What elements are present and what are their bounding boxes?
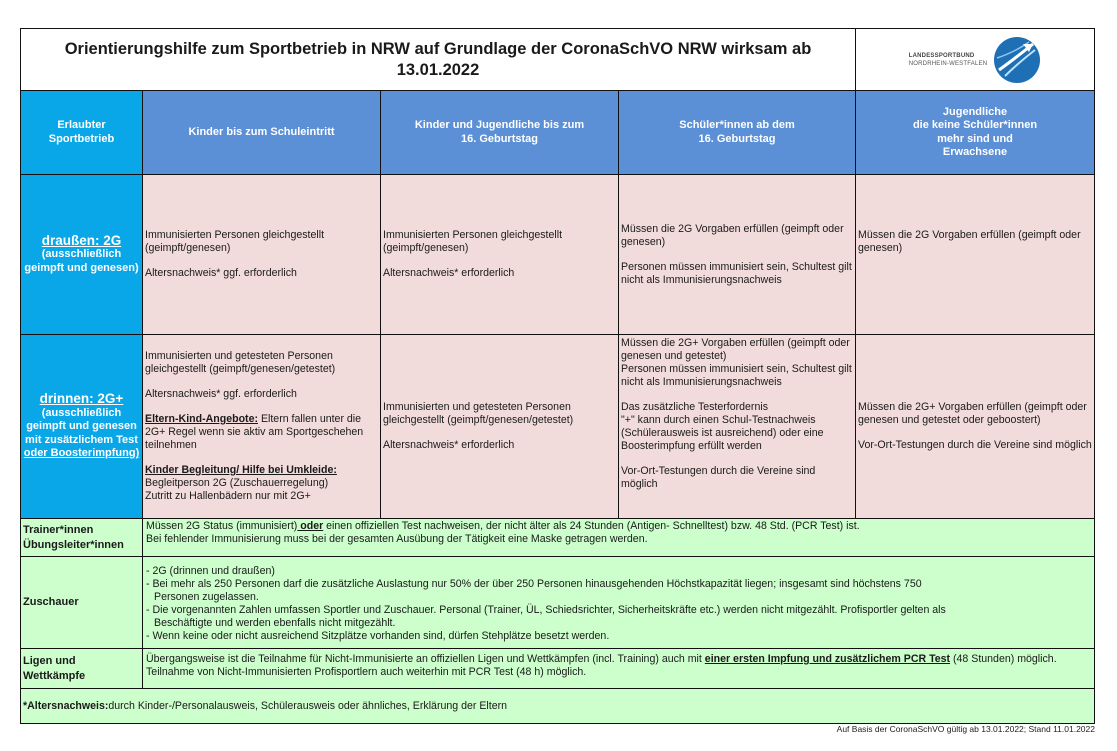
cell-text: Immunisierten und getesteten Personen gleichgestellt (geimpft/genesen/getestet) xyxy=(145,350,336,375)
page-title xyxy=(20,28,856,91)
logo-line1: LANDESSPORTBUND xyxy=(908,52,975,59)
cell-text: Personen müssen immunisiert sein, Schultest gilt nicht als Immunisierungsnachweis xyxy=(621,363,852,388)
list-item: Beschäftigte und werden ebenfalls nicht mitgezählt. xyxy=(154,617,396,629)
logo-globe-icon xyxy=(993,36,1041,84)
row-label-trainer: Trainer*innen Übungsleiter*innen xyxy=(20,518,143,557)
cell-outdoor-erwachsene xyxy=(855,174,1095,335)
indoor-label-sub2: oder Boosterimpfung) xyxy=(23,447,140,460)
cell-text: Müssen die 2G Vorgaben erfüllen (geimpft oder genesen) xyxy=(621,222,844,248)
cell-outdoor-schueler-16 xyxy=(618,174,856,335)
cell-text: einen offiziellen Test nachweisen, der nicht älter als 24 Stunden (Antigen- Schnelltest) bzw. 48 Std. (PCR Test) ist. xyxy=(323,520,860,532)
logo xyxy=(855,28,1095,91)
row-label-outdoor xyxy=(20,174,143,335)
cell-indoor-schueler-16 xyxy=(618,334,856,519)
footnote xyxy=(20,688,1095,724)
list-item: - Wenn keine oder nicht ausreichend Sitzplätze vorhanden sind, dürfen Stehplätze besetzt werden. xyxy=(146,630,610,642)
cell-text: Immunisierten Personen gleichgestellt (geimpft/genesen) xyxy=(145,229,325,254)
logo-line2: NORDRHEIN-WESTFALEN xyxy=(908,60,988,67)
cell-text: Immunisierten Personen gleichgestellt (geimpft/genesen) xyxy=(383,229,563,254)
cell-text: Übergangsweise ist die Teilnahme für Nicht-Immunisierte an offiziellen Ligen und Wettkämpfen (incl. Training) auch mit xyxy=(146,653,705,665)
indoor-label-main: drinnen: 2G+ xyxy=(39,391,124,407)
footnote-label: *Altersnachweis: xyxy=(23,699,109,712)
row-label-indoor xyxy=(20,334,143,519)
cell-outdoor-kinder-schuleintritt xyxy=(142,174,381,335)
header-kinder-16: Kinder und Jugendliche bis zum 16. Geburtstag xyxy=(380,90,619,175)
cell-text: (48 Stunden) möglich. Teilnahme von Nicht-Immunisierten Profisportlern auch weiterhin mit PCR Test (48 h) möglich. xyxy=(146,653,1057,678)
cell-text: Altersnachweis* ggf. erforderlich xyxy=(145,388,297,400)
row-label-leagues: Ligen und Wettkämpfe xyxy=(20,648,143,689)
cell-text: Altersnachweis* erforderlich xyxy=(383,439,515,451)
bottom-note: Auf Basis der CoronaSchVO gültig ab 13.01.2022; Stand 11.01.2022 xyxy=(836,724,1095,734)
outdoor-label-sub: (ausschließlich geimpft und genesen) xyxy=(24,248,139,274)
cell-text: Müssen 2G Status (immunisiert) xyxy=(146,520,298,532)
outdoor-label-main: draußen: 2G xyxy=(41,232,122,248)
cell-text: Bei fehlender Immunisierung muss bei der gesamten Ausübung der Tätigkeit eine Maske getragen werden. xyxy=(146,533,648,545)
cell-text: Müssen die 2G Vorgaben erfüllen (geimpft oder genesen) xyxy=(858,229,1081,254)
logo-text xyxy=(909,52,987,68)
header-allowed-sport: Erlaubter Sportbetrieb xyxy=(20,90,143,175)
cell-text: Personen müssen immunisiert sein, Schultest gilt nicht als Immunisierungsnachweis xyxy=(621,260,852,286)
indoor-label-sub: (ausschließlich geimpft und genesen mit zusätzlichem Test xyxy=(25,406,138,446)
cell-indoor-kinder-16 xyxy=(380,334,619,519)
cell-indoor-erwachsene xyxy=(855,334,1095,519)
cell-text: Begleitperson 2G (Zuschauerregelung) xyxy=(145,477,329,489)
cell-text: Müssen die 2G+ Vorgaben erfüllen (geimpft oder genesen und getestet) xyxy=(621,337,850,362)
cell-text: Vor-Ort-Testungen durch die Vereine sind möglich xyxy=(858,439,1092,451)
list-item: - 2G (drinnen und draußen) xyxy=(146,565,275,577)
cell-text: Eltern fallen unter die 2G+ Regel wenn sie aktiv am Sportgeschehen teilnehmen xyxy=(145,413,364,451)
title-text: Orientierungshilfe zum Sportbetrieb in NRW auf Grundlage der CoronaSchVO NRW wirksam ab 13.01.2022 xyxy=(64,39,812,79)
footnote-text: durch Kinder-/Personalausweis, Schülerausweis oder ähnliches, Erklärung der Eltern xyxy=(108,699,508,712)
cell-text: Altersnachweis* ggf. erforderlich xyxy=(145,267,297,279)
cell-text: "+" kann durch einen Schul-Testnachweis (Schülerausweis ist ausreichend) oder eine Boosterimpfung erfüllt werden xyxy=(621,414,824,452)
row-label-spectators: Zuschauer xyxy=(20,556,143,649)
list-item: - Bei mehr als 250 Personen darf die zusätzliche Auslastung nur 50% der über 250 Personen hinausgehenden Höchstkapazität liegen; insgesamt sind höchstens 750 xyxy=(146,578,922,590)
cell-text: Müssen die 2G+ Vorgaben erfüllen (geimpft oder genesen und getestet oder geboostert) xyxy=(858,401,1087,426)
cell-spectators xyxy=(142,556,1095,649)
cell-text: Zutritt zu Hallenbädern nur mit 2G+ xyxy=(145,490,311,502)
eltern-kind-paragraph xyxy=(145,413,378,452)
list-item: Personen zugelassen. xyxy=(154,591,259,603)
cell-indoor-kinder-schuleintritt xyxy=(142,334,381,519)
cell-leagues xyxy=(142,648,1095,689)
cell-text: Vor-Ort-Testungen durch die Vereine sind möglich xyxy=(621,465,816,490)
cell-trainer xyxy=(142,518,1095,557)
oder-emphasis: oder xyxy=(297,520,324,532)
eltern-kind-label: Eltern-Kind-Angebote: xyxy=(145,413,258,425)
pcr-emphasis: einer ersten Impfung und zusätzlichem PCR Test xyxy=(704,653,951,665)
list-item: - Die vorgenannten Zahlen umfassen Sportler und Zuschauer. Personal (Trainer, ÜL, Schiedsrichter, Sicherheitskräfte etc.) werden nicht mitgezählt. Profisportler gelten als xyxy=(146,604,946,616)
header-erwachsene: Jugendliche die keine Schüler*innen mehr sind und Erwachsene xyxy=(855,90,1095,175)
cell-text: Altersnachweis* erforderlich xyxy=(383,267,515,279)
cell-text: Das zusätzliche Testerfordernis xyxy=(621,401,769,413)
header-schueler-16: Schüler*innen ab dem 16. Geburtstag xyxy=(618,90,856,175)
header-kinder-schuleintritt: Kinder bis zum Schuleintritt xyxy=(142,90,381,175)
cell-outdoor-kinder-16 xyxy=(380,174,619,335)
cell-text: Immunisierten und getesteten Personen gleichgestellt (geimpft/genesen/getestet) xyxy=(383,401,574,426)
begleitung-label: Kinder Begleitung/ Hilfe bei Umkleide: xyxy=(145,464,337,476)
